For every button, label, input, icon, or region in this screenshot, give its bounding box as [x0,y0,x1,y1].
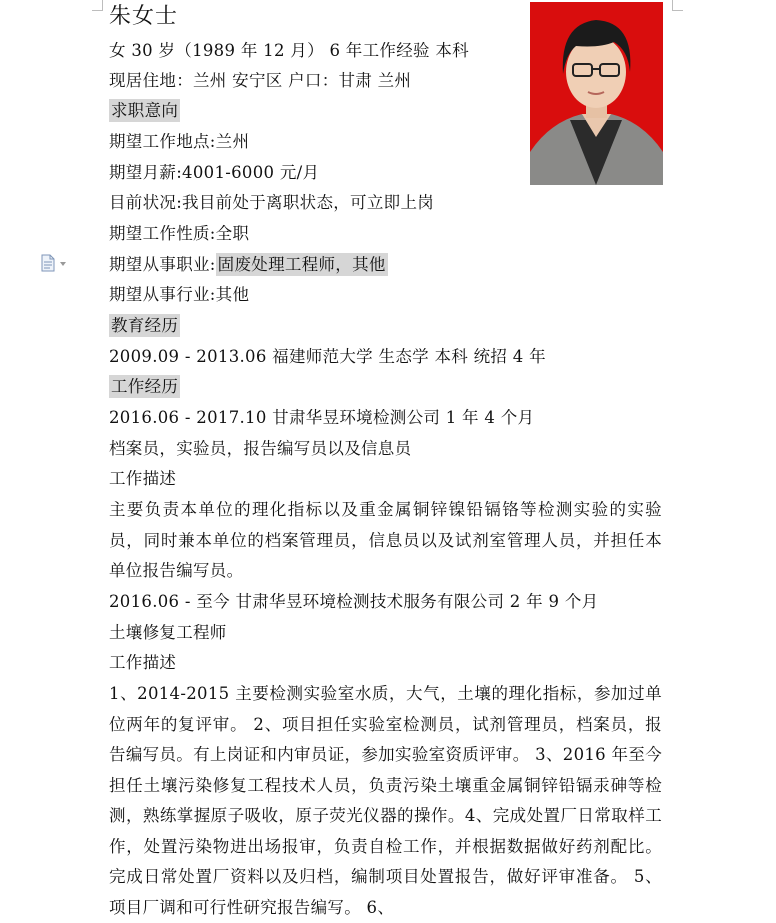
expected-industry: 期望从事行业:其他 [109,285,250,304]
expected-occupation-value: 固废处理工程师，其他 [217,255,386,274]
job2-period: 2016.06 - 至今 甘肃华昱环境检测技术服务有限公司 2 年 9 个月 [109,592,599,611]
expected-location: 期望工作地点:兰州 [109,132,250,151]
page-corner-mark-right [672,0,683,11]
expected-salary: 期望月薪:4001-6000 元/月 [109,163,320,182]
job1-description-label: 工作描述 [109,469,177,488]
job1-description: 主要负责本单位的理化指标以及重金属铜锌镍铅镉铬等检测实验的实验员，同时兼本单位的档案管理员，信息员以及试剂室管理人员，并担任本单位报告编写员。 [109,500,662,580]
chevron-down-icon[interactable] [60,262,66,266]
expected-occupation [109,254,388,276]
candidate-residence: 现居住地：兰州 安宁区 户口：甘肃 兰州 [109,71,412,90]
candidate-name: 朱女士 [109,4,179,29]
current-status: 目前状况:我目前处于离职状态，可立即上岗 [109,193,435,212]
expected-job-type: 期望工作性质:全职 [109,224,250,243]
candidate-summary: 女 30 岁（1989 年 12 月） 6 年工作经验 本科 [109,41,469,60]
job2-description: 1、2014-2015 主要检测实验室水质，大气，土壤的理化指标，参加过单位两年的复评审。 2、项目担任实验室检测员，试剂管理员，档案员，报告编写员。有上岗证和内审员证，参加实验室资质评审。 3、2016 年至今担任土壤污染修复工程技术人员，负责污染土壤重金属铜锌铅镉汞砷等检测，熟练掌握原子吸收，原子荧光仪器的操作。4、完成处置厂日常取样工作，处置污染物进出场报审，负责自检工作，并根据数据做好药剂配比。完成日常处置厂资料以及归档，编制项目处置报告，做好评审准备。 5、项目厂调和可行性研究报告编写。 6、 [109,684,662,917]
profile-photo [530,2,663,185]
job2-title: 土壤修复工程师 [109,623,227,642]
job2-description-label: 工作描述 [109,653,177,672]
job1-period: 2016.06 - 2017.10 甘肃华昱环境检测公司 1 年 4 个月 [109,408,535,427]
section-heading-education: 教育经历 [111,316,179,335]
section-heading-work: 工作经历 [111,377,179,396]
section-heading-job-intention: 求职意向 [111,101,179,120]
document-icon[interactable] [40,254,72,272]
expected-occupation-label: 期望从事职业: [109,255,216,274]
job1-title: 档案员，实验员，报告编写员以及信息员 [109,439,412,458]
page-corner-mark-left [92,0,103,11]
education-entry: 2009.09 - 2013.06 福建师范大学 生态学 本科 统招 4 年 [109,347,546,366]
